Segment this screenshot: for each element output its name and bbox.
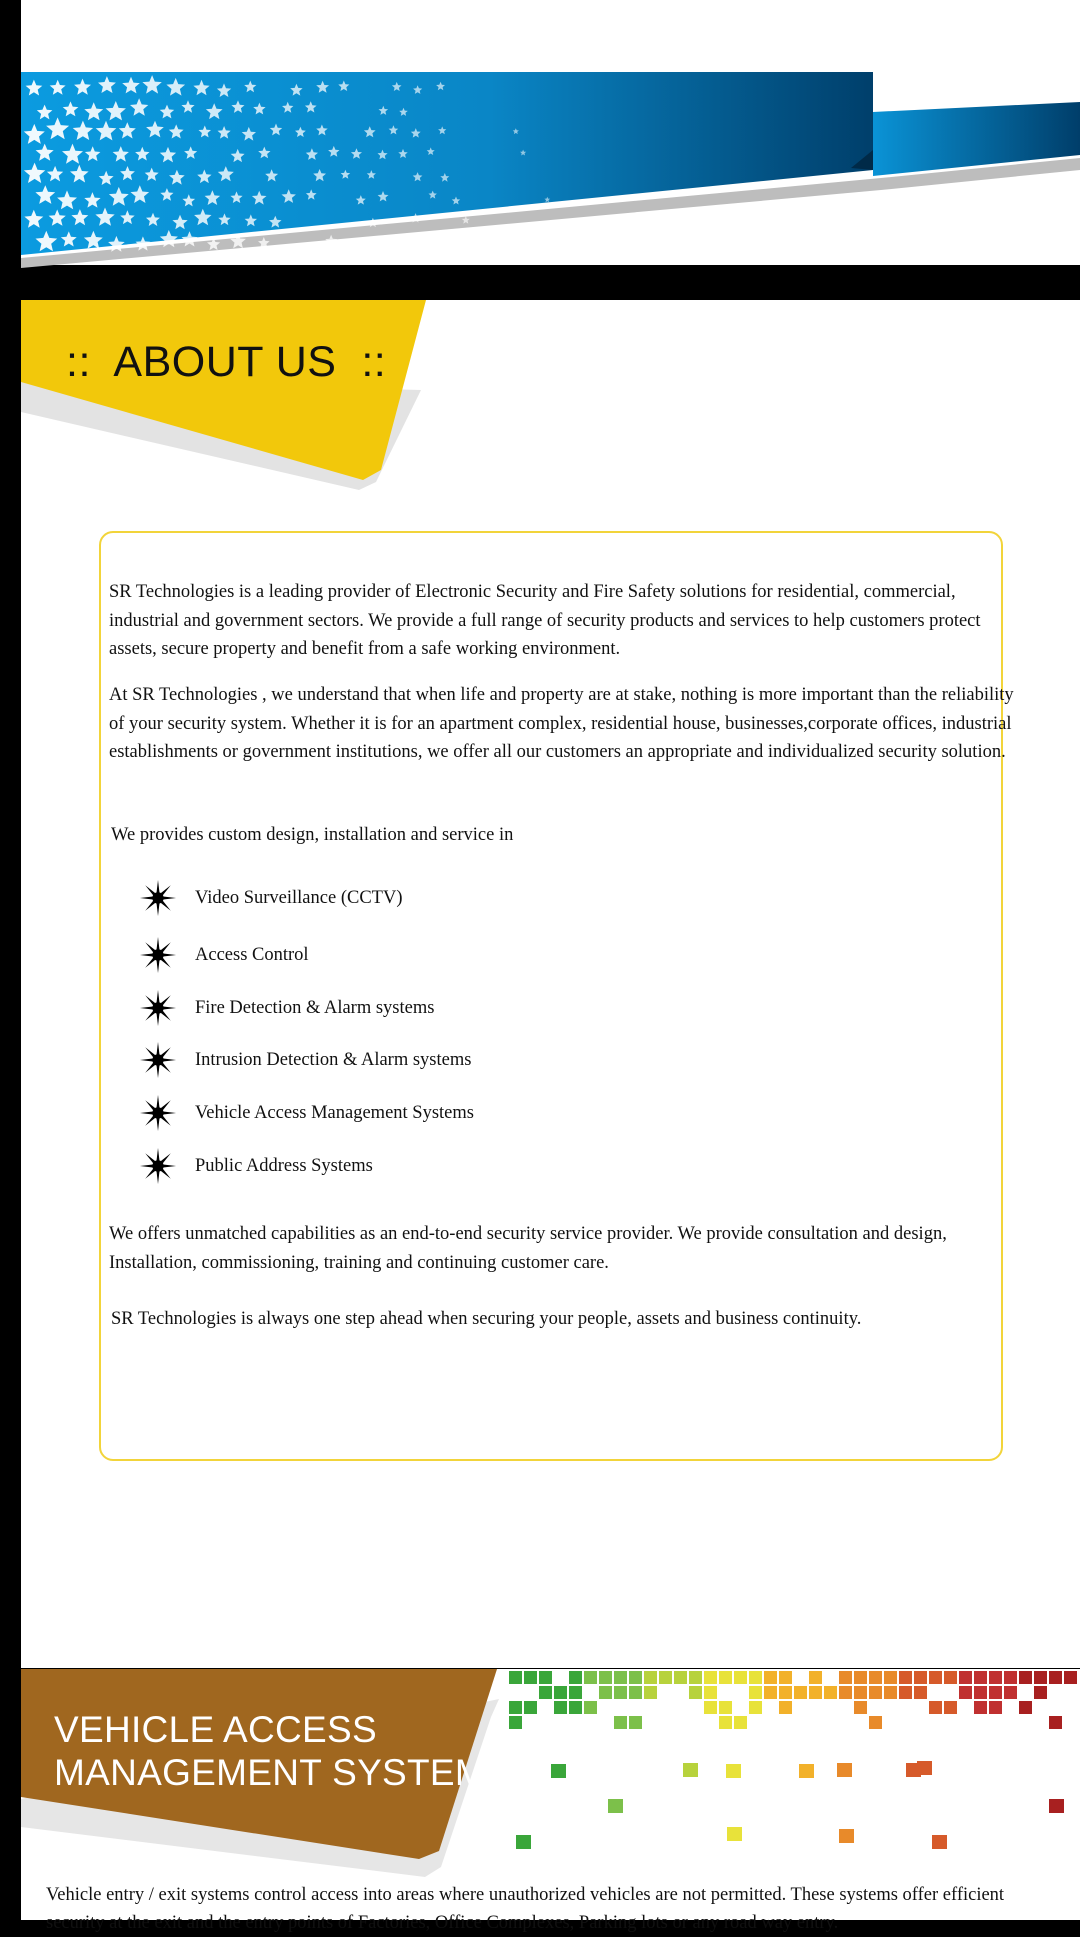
- stars-ribbon-banner: [21, 0, 1080, 265]
- service-item: [139, 1093, 474, 1133]
- vehicle-description: Vehicle entry / exit systems control access into areas where unauthorized vehicles are not permitted. These systems offer efficient security at the exit and the entry points of Factories, Office Complexes, Parking lots or any road way entry.: [46, 1885, 1005, 1933]
- service-label: Intrusion Detection & Alarm systems: [195, 1049, 472, 1070]
- service-item: [139, 988, 434, 1028]
- pixel-mosaic-decoration: [509, 1671, 1077, 1849]
- about-paragraph-2: At SR Technologies , we understand that when life and property are at stake, nothing is more important than the reliability of your security system. Whether it is for an apartment complex, residential house, businesses,corporate offices, industrial establishments or government institutions, we offer all our customers an appropriate and individualized security solution.: [109, 685, 1014, 762]
- vehicle-title-line-1: VEHICLE ACCESS: [54, 1709, 377, 1750]
- about-paragraph-1: SR Technologies is a leading provider of Electronic Security and Fire Safety solutions for residential, commercial, industrial and government sectors. We provide a full range of security products and services to help customers protect assets, secure property and benefit from a safe working environment.: [109, 582, 981, 659]
- starburst-icon: [139, 936, 177, 974]
- about-title: :: ABOUT US ::: [66, 338, 387, 386]
- starburst-icon: [139, 1041, 177, 1079]
- starburst-icon: [139, 1094, 177, 1132]
- banner-panel: [21, 0, 1080, 265]
- about-header-shape: [21, 300, 1080, 490]
- about-panel: [21, 300, 1080, 1668]
- vehicle-panel: [21, 1669, 1080, 1933]
- starburst-icon: [139, 989, 177, 1027]
- vehicle-title-line-2: MANAGEMENT SYSTEMS: [54, 1752, 512, 1793]
- service-item: [139, 878, 402, 918]
- service-label: Vehicle Access Management Systems: [195, 1102, 474, 1123]
- vehicle-title: [54, 1708, 511, 1794]
- starburst-icon: [139, 879, 177, 917]
- services-intro: We provides custom design, installation and service in: [111, 825, 514, 845]
- service-item: [139, 1040, 471, 1080]
- about-paragraph-3: We offers unmatched capabilities as an end-to-end security service provider. We provide consultation and design, Installation, commissioning, training and continuing customer care.: [109, 1224, 947, 1273]
- about-paragraph-4: SR Technologies is always one step ahead when securing your people, assets and business continuity.: [111, 1309, 862, 1329]
- service-item: [139, 935, 309, 975]
- service-label: Video Surveillance (CCTV): [195, 887, 403, 908]
- starburst-icon: [139, 1147, 177, 1185]
- service-label: Fire Detection & Alarm systems: [195, 997, 435, 1018]
- service-label: Access Control: [195, 944, 309, 965]
- service-item: [139, 1146, 373, 1186]
- service-label: Public Address Systems: [195, 1155, 373, 1176]
